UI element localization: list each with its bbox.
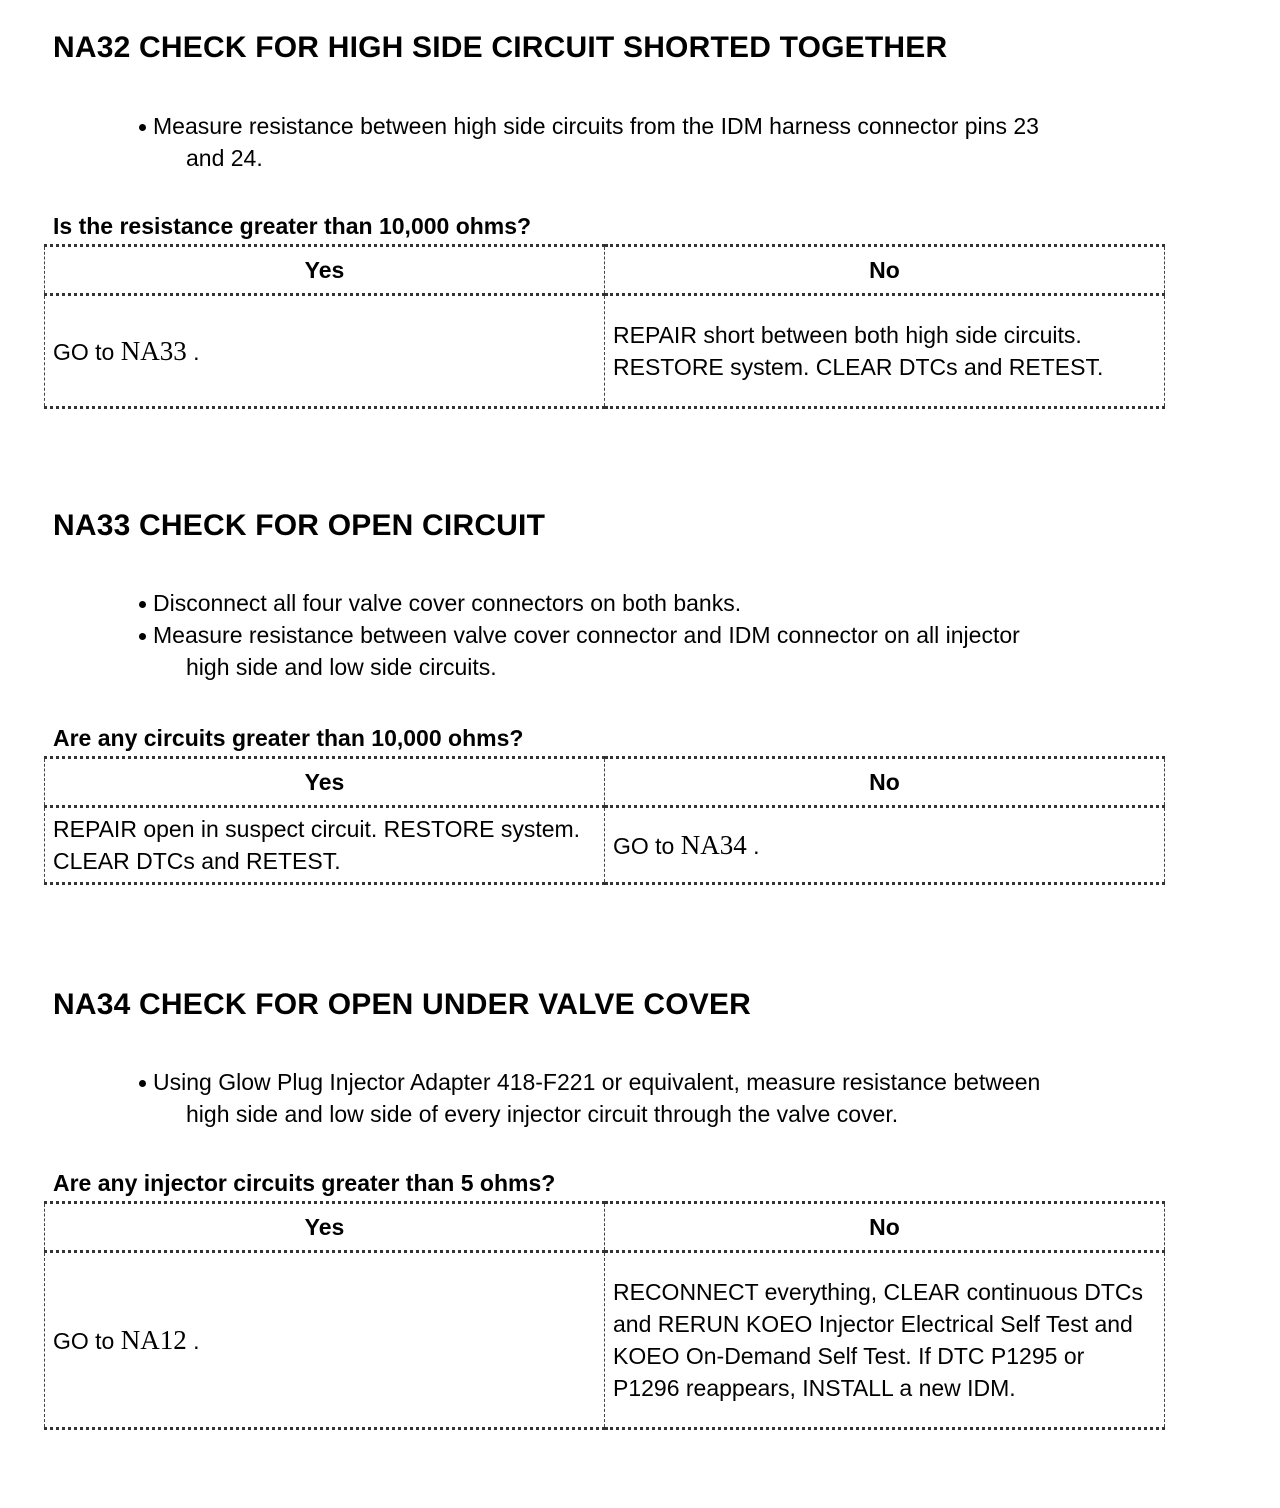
step-text-line1: Measure resistance between high side circuits from the IDM harness connector pins 23	[153, 113, 1039, 139]
goto-link-na12[interactable]: NA12	[120, 1324, 187, 1355]
goto-prefix: GO to	[53, 1327, 121, 1354]
table-row	[45, 807, 1165, 884]
bullet-icon	[139, 601, 146, 608]
goto-prefix: GO to	[613, 832, 681, 859]
step-item	[136, 587, 1236, 619]
table-header-row	[45, 758, 1165, 807]
section-heading: NA32 CHECK FOR HIGH SIDE CIRCUIT SHORTED TOGETHER	[53, 31, 948, 64]
no-cell: RECONNECT everything, CLEAR continuous DTCs and RERUN KOEO Injector Electrical Self Test and KOEO On-Demand Self Test. If DTC P1295 or P1296 reappears, INSTALL a new IDM.	[605, 1252, 1165, 1429]
no-header: No	[605, 246, 1165, 295]
decision-question: Is the resistance greater than 10,000 ohms?	[53, 213, 532, 239]
yes-cell	[45, 1252, 605, 1429]
step-item	[136, 110, 1236, 174]
section-heading: NA33 CHECK FOR OPEN CIRCUIT	[53, 509, 546, 542]
no-header: No	[605, 758, 1165, 807]
goto-link-na33[interactable]: NA33	[120, 335, 187, 366]
decision-question: Are any circuits greater than 10,000 ohms?	[53, 725, 524, 751]
step-item	[136, 619, 1236, 683]
step-text-line2: and 24.	[186, 145, 263, 171]
bullet-icon	[139, 124, 146, 131]
decision-table	[44, 244, 1165, 409]
decision-question: Are any injector circuits greater than 5 ohms?	[53, 1170, 556, 1196]
yes-cell: REPAIR open in suspect circuit. RESTORE system. CLEAR DTCs and RETEST.	[45, 807, 605, 884]
yes-cell	[45, 295, 605, 408]
step-text-line2: high side and low side circuits.	[186, 654, 497, 680]
step-text-line1: Using Glow Plug Injector Adapter 418-F221 or equivalent, measure resistance between	[153, 1069, 1041, 1095]
step-text-line1: Measure resistance between valve cover connector and IDM connector on all injector	[153, 622, 1020, 648]
decision-table	[44, 1201, 1165, 1430]
bullet-icon	[139, 1080, 146, 1087]
goto-link-na34[interactable]: NA34	[680, 829, 747, 860]
goto-suffix: .	[186, 338, 200, 365]
no-cell	[605, 807, 1165, 884]
goto-suffix: .	[186, 1327, 200, 1354]
decision-table	[44, 756, 1165, 885]
section-heading: NA34 CHECK FOR OPEN UNDER VALVE COVER	[53, 988, 752, 1021]
step-text-line1: Disconnect all four valve cover connectors on both banks.	[153, 590, 742, 616]
table-header-row	[45, 1203, 1165, 1252]
yes-header: Yes	[45, 758, 605, 807]
table-row	[45, 1252, 1165, 1429]
step-item	[136, 1066, 1236, 1130]
bullet-icon	[139, 633, 146, 640]
step-list	[136, 1066, 1236, 1130]
step-text-line2: high side and low side of every injector circuit through the valve cover.	[186, 1101, 899, 1127]
no-cell: REPAIR short between both high side circuits. RESTORE system. CLEAR DTCs and RETEST.	[605, 295, 1165, 408]
step-list	[136, 587, 1236, 683]
goto-suffix: .	[746, 832, 760, 859]
no-header: No	[605, 1203, 1165, 1252]
table-row	[45, 295, 1165, 408]
table-header-row	[45, 246, 1165, 295]
yes-header: Yes	[45, 246, 605, 295]
goto-prefix: GO to	[53, 338, 121, 365]
step-list	[136, 110, 1236, 174]
yes-header: Yes	[45, 1203, 605, 1252]
